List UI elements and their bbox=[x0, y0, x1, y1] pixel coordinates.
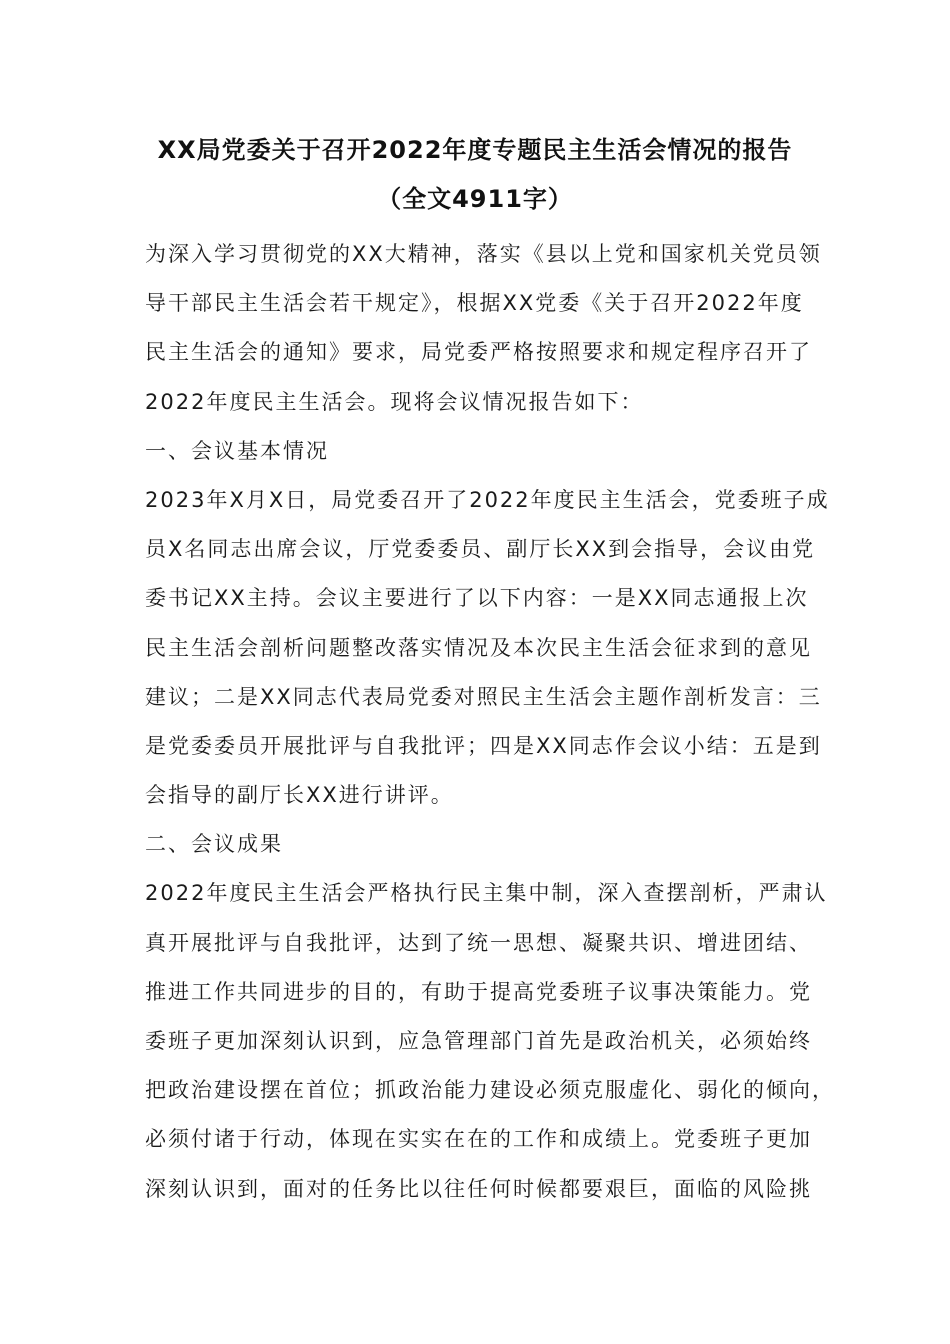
body-line: 会指导的副厅长XX进行讲评。 bbox=[145, 783, 454, 808]
body-line: 真开展批评与自我批评，达到了统一思想、凝聚共识、增进团结、 bbox=[145, 930, 812, 955]
body-line: 是党委委员开展批评与自我批评；四是XX同志作会议小结：五是到 bbox=[145, 733, 822, 758]
document-body bbox=[145, 230, 835, 1214]
body-line: 2022年度民主生活会。现将会议情况报告如下： bbox=[145, 389, 644, 414]
body-line: 委书记XX主持。会议主要进行了以下内容：一是XX同志通报上次 bbox=[145, 586, 809, 611]
body-line: 2022年度民主生活会严格执行民主集中制，深入查摆剖析，严肃认 bbox=[145, 881, 828, 906]
section-heading-1: 一、会议基本情况 bbox=[145, 438, 329, 463]
document-title: XX局党委关于召开2022年度专题民主生活会情况的报告 bbox=[157, 136, 793, 164]
body-line: 为深入学习贯彻党的XX大精神，落实《县以上党和国家机关党员领 bbox=[145, 242, 822, 266]
body-line: 推进工作共同进步的目的，有助于提高党委班子议事决策能力。党 bbox=[145, 979, 812, 1004]
body-line: 深刻认识到，面对的任务比以往任何时候都要艰巨，面临的风险挑 bbox=[145, 1176, 812, 1201]
body-line: 2023年X月X日，局党委召开了2022年度民主生活会，党委班子成 bbox=[145, 487, 830, 512]
body-line: 建议；二是XX同志代表局党委对照民主生活会主题作剖析发言：三 bbox=[145, 684, 822, 709]
body-line: 委班子更加深刻认识到，应急管理部门首先是政治机关，必须始终 bbox=[145, 1029, 812, 1053]
body-line: 民主生活会的通知》要求，局党委严格按照要求和规定程序召开了 bbox=[145, 340, 812, 365]
document-subtitle: （全文4911字） bbox=[377, 185, 573, 213]
section-heading-2: 二、会议成果 bbox=[145, 832, 283, 857]
body-line: 民主生活会剖析问题整改落实情况及本次民主生活会征求到的意见 bbox=[145, 635, 812, 660]
body-line: 员X名同志出席会议，厅党委委员、副厅长XX到会指导，会议由党 bbox=[145, 537, 816, 562]
body-line: 导干部民主生活会若干规定》，根据XX党委《关于召开2022年度 bbox=[145, 291, 804, 316]
body-line: 必须付诸于行动，体现在实实在在的工作和成绩上。党委班子更加 bbox=[145, 1127, 812, 1152]
body-line: 把政治建设摆在首位；抓政治能力建设必须克服虚化、弱化的倾向， bbox=[145, 1078, 835, 1103]
